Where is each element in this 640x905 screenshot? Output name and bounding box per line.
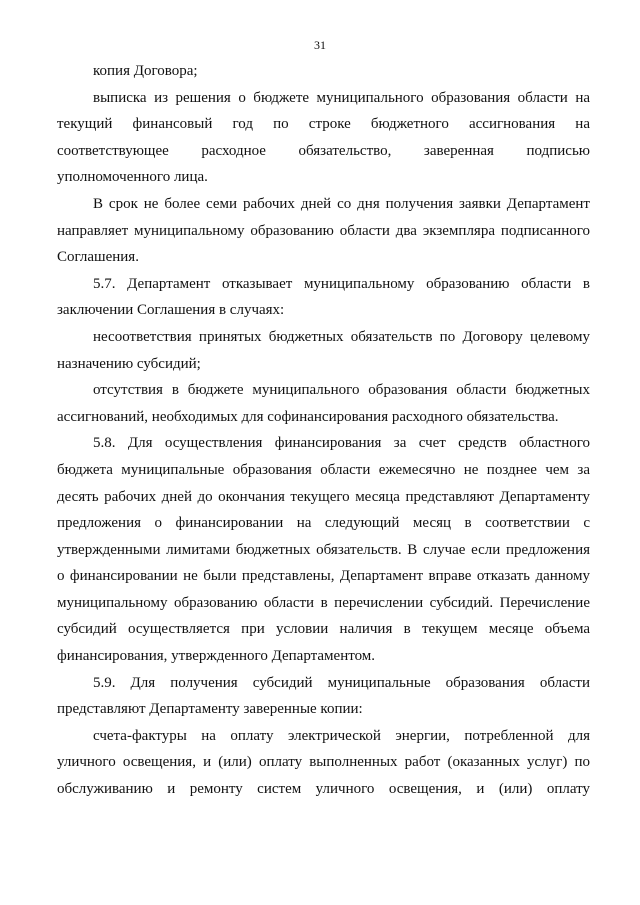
document-body (57, 58, 590, 803)
text-line: финансирования, утвержденного Департаментом. (57, 648, 376, 665)
text-line: В срок не более семи рабочих дней со дня получения заявки Департамент (93, 195, 590, 212)
text-line: выписка из решения о бюджете муниципального образования области на (93, 89, 590, 106)
paragraph-agreement-deadline (57, 191, 590, 271)
paragraph-budget-extract (57, 85, 590, 191)
text-line: назначению субсидий; (57, 355, 201, 372)
text-line: 5.7. Департамент отказывает муниципальному образованию области в (93, 275, 590, 292)
text-line: субсидий осуществляется при условии наличия в текущем месяце объема (57, 621, 590, 638)
text-line: копия Договора; (93, 63, 198, 79)
paragraph-5-8 (57, 430, 590, 669)
text-line: представляют Департаменту заверенные копии: (57, 701, 363, 718)
text-line: утвержденными лимитами бюджетных обязательств. В случае если предложения (57, 541, 590, 558)
text-line: бюджета муниципальные образования области ежемесячно не позднее чем за (57, 461, 590, 478)
text-line: заключении Соглашения в случаях: (57, 302, 285, 319)
text-line: направляет муниципальному образованию области два экземпляра подписанного (57, 222, 590, 239)
paragraph-copy-of-contract (57, 58, 590, 85)
text-line: о финансировании не были представлены, Департамент вправе отказать данному (57, 568, 590, 585)
text-line: Соглашения. (57, 249, 139, 266)
text-line: обслуживанию и ремонту систем уличного освещения, и (или) оплату (57, 781, 590, 798)
text-line: уличного освещения, и (или) оплату выполненных работ (оказанных услуг) по (57, 754, 590, 771)
paragraph-nonconformity (57, 324, 590, 377)
text-line: отсутствия в бюджете муниципального образования области бюджетных (93, 382, 590, 399)
text-line: муниципальному образованию области в перечислении субсидий. Перечисление (57, 594, 590, 611)
text-line: ассигнований, необходимых для софинансирования расходного обязательства. (57, 408, 559, 425)
paragraph-absence-of-allocations (57, 377, 590, 430)
text-line: уполномоченного лица. (57, 169, 208, 186)
text-line: 5.9. Для получения субсидий муниципальные образования области (93, 674, 590, 691)
text-line: счета-фактуры на оплату электрической энергии, потребленной для (93, 727, 590, 744)
text-line: десять рабочих дней до окончания текущего месяца представляют Департаменту (57, 488, 590, 505)
paragraph-invoices (57, 723, 590, 803)
paragraph-5-9 (57, 670, 590, 723)
text-line: текущий финансовый год по строке бюджетного ассигнования на (57, 116, 590, 133)
text-line: соответствующее расходное обязательство, заверенная подписью (57, 142, 590, 159)
text-line: несоответствия принятых бюджетных обязательств по Договору целевому (93, 328, 590, 345)
page-number: 31 (314, 38, 326, 52)
paragraph-5-7 (57, 271, 590, 324)
text-line: предложения о финансировании на следующий месяц в соответствии с (57, 515, 590, 532)
text-line: 5.8. Для осуществления финансирования за счет средств областного (93, 435, 590, 452)
